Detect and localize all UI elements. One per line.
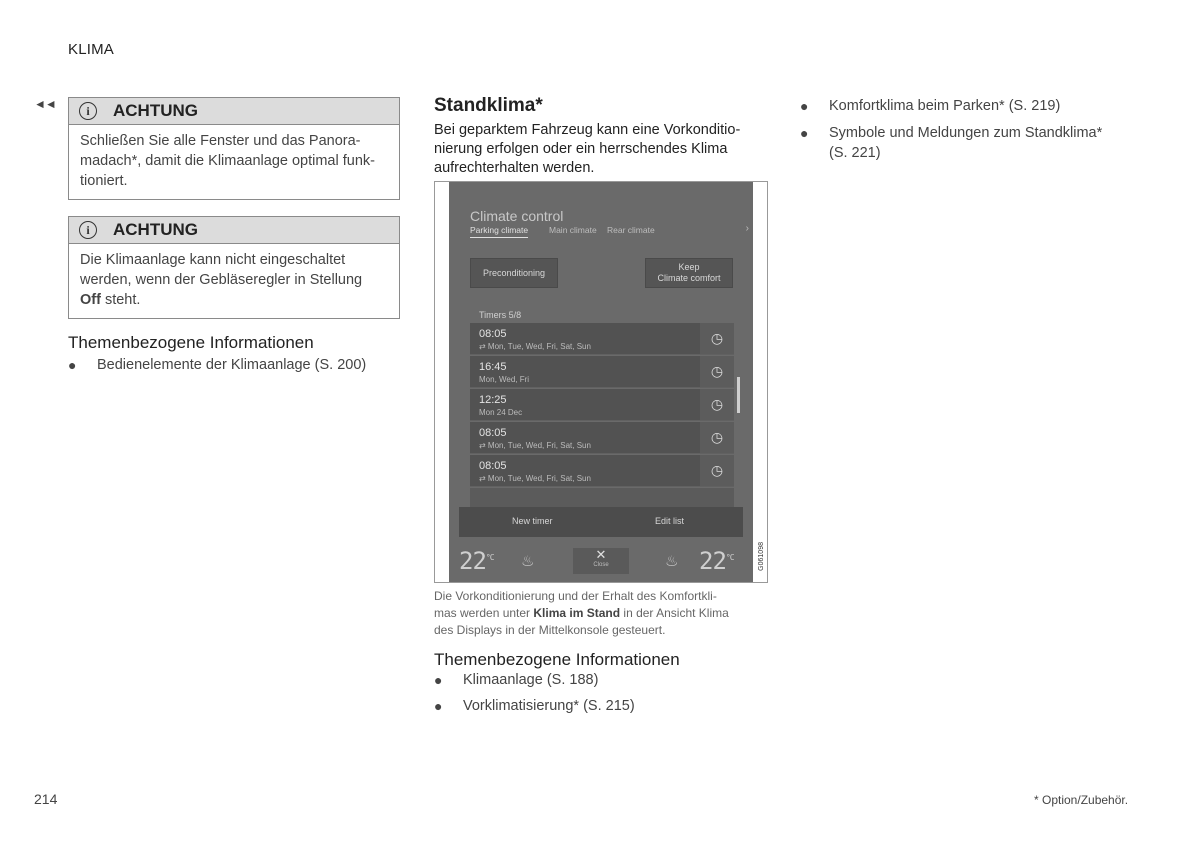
- image-code: G061098: [758, 542, 765, 571]
- bullet-icon: ●: [68, 357, 77, 373]
- temp-unit: °C: [725, 553, 734, 562]
- timer-time: 12:25: [479, 394, 507, 406]
- timer-icon: ◷: [700, 455, 734, 486]
- warning-title: ACHTUNG: [113, 220, 198, 239]
- preconditioning-button: [470, 258, 558, 288]
- figure-caption: [434, 588, 766, 639]
- warning-line: werden, wenn der Gebläseregler in Stellung: [80, 272, 363, 288]
- related-link-text: Symbole und Meldungen zum Standklima*: [829, 125, 1103, 141]
- bullet-icon: ●: [800, 125, 809, 141]
- related-link-item[interactable]: [800, 123, 1130, 163]
- button-label: Climate comfort: [657, 273, 721, 283]
- warning-line: Schließen Sie alle Fenster und das Panora-: [80, 133, 361, 149]
- bullet-icon: ●: [434, 698, 443, 714]
- warning-line: tioniert.: [80, 173, 128, 189]
- related-link-item[interactable]: [800, 96, 1130, 116]
- related-info-heading: Themenbezogene Informationen: [434, 650, 680, 669]
- timers-count: Timers 5/8: [479, 310, 522, 320]
- related-link-text: Vorklimatisierung* (S. 215): [463, 698, 635, 714]
- off-keyword: Off: [80, 292, 101, 308]
- warning-box-fan: [68, 216, 400, 319]
- timer-time: 08:05: [479, 460, 507, 472]
- timer-days: ⇄ Mon, Tue, Wed, Fri, Sat, Sun: [479, 474, 591, 483]
- related-link-item[interactable]: [434, 670, 764, 690]
- related-link-item[interactable]: [434, 696, 764, 716]
- button-label: Keep: [678, 262, 700, 272]
- warning-line-rest: steht.: [100, 292, 141, 308]
- timer-icon: ◷: [700, 389, 734, 420]
- timer-time: 16:45: [479, 361, 507, 373]
- keep-climate-comfort-button: [645, 258, 733, 288]
- button-label: Preconditioning: [482, 267, 546, 278]
- warning-title: ACHTUNG: [113, 101, 198, 120]
- timer-days: ⇄ Mon, Tue, Wed, Fri, Sat, Sun: [479, 342, 591, 351]
- timer-time: 08:05: [479, 427, 507, 439]
- new-timer-button: New timer: [512, 516, 553, 526]
- temp-left: [459, 547, 494, 575]
- related-info-heading: Themenbezogene Informationen: [68, 333, 314, 352]
- related-link-text: Bedienelemente der Klimaanlage (S. 200): [97, 357, 367, 373]
- temp-right: [699, 547, 734, 575]
- close-icon: ✕: [595, 547, 607, 562]
- close-label: Close: [593, 562, 609, 568]
- warning-line: madach*, damit die Klimaanlage optimal funk-: [80, 153, 375, 169]
- bullet-icon: ●: [434, 672, 443, 688]
- bullet-icon: ●: [800, 98, 809, 114]
- section-title: Standklima*: [434, 95, 543, 116]
- tab-parking-climate: Parking climate: [470, 225, 528, 238]
- seat-heat-left-icon: ♨: [521, 553, 535, 570]
- related-link-text: Komfortklima beim Parken* (S. 219): [829, 98, 1061, 114]
- warning-box-windows: [68, 97, 400, 200]
- seat-heat-right-icon: ♨: [665, 553, 679, 570]
- caption-text: in der Ansicht Klima: [620, 606, 729, 620]
- section-header: KLIMA: [68, 41, 115, 58]
- timer-icon: ◷: [700, 422, 734, 453]
- caption-line: Die Vorkonditionierung und der Erhalt des Komfortkli-: [434, 589, 717, 603]
- timer-icon: ◷: [700, 323, 734, 354]
- caption-line: [434, 605, 766, 622]
- related-link-text: Klimaanlage (S. 188): [463, 672, 599, 688]
- close-button: [573, 548, 629, 574]
- intro-line: nierung erfolgen oder ein herrschendes Klima: [434, 141, 728, 157]
- warning-header: [69, 217, 399, 244]
- timer-days: Mon, Wed, Fri: [479, 375, 530, 384]
- warning-text: [69, 125, 399, 199]
- timer-time: 08:05: [479, 328, 507, 340]
- chevron-right-icon: ›: [745, 223, 749, 234]
- timer-row: [470, 455, 734, 487]
- warning-header: [69, 98, 399, 125]
- intro-text: [434, 121, 764, 178]
- intro-line: aufrechterhalten werden.: [434, 160, 595, 176]
- continued-icon: ◄◄: [34, 97, 56, 111]
- related-link-item[interactable]: [68, 355, 398, 375]
- timer-row: [470, 422, 734, 454]
- page-number: 214: [34, 791, 58, 807]
- footnote: * Option/Zubehör.: [1034, 793, 1129, 807]
- screen-title: Climate control: [470, 208, 564, 224]
- info-icon: i: [79, 221, 97, 239]
- warning-line: [80, 290, 388, 310]
- warning-line: Die Klimaanlage kann nicht eingeschaltet: [80, 252, 346, 268]
- scrollbar: [737, 377, 740, 413]
- tab-main-climate: Main climate: [549, 225, 597, 235]
- timer-row: [470, 389, 734, 421]
- warning-text: [69, 244, 399, 318]
- tab-rear-climate: Rear climate: [607, 225, 655, 235]
- temp-unit: °C: [485, 553, 494, 562]
- timer-row: [470, 356, 734, 388]
- edit-list-button: Edit list: [655, 516, 685, 526]
- timer-days: ⇄ Mon, Tue, Wed, Fri, Sat, Sun: [479, 441, 591, 450]
- info-icon: i: [79, 102, 97, 120]
- intro-line: Bei geparktem Fahrzeug kann eine Vorkonditio-: [434, 122, 741, 138]
- related-link-text: (S. 221): [829, 145, 881, 161]
- timer-row: [470, 323, 734, 355]
- center-display: [449, 182, 753, 582]
- caption-bold: Klima im Stand: [533, 606, 621, 620]
- climate-screen-illustration: [434, 181, 768, 583]
- timer-row-partial: [470, 488, 734, 508]
- temp-value: 22: [459, 547, 486, 575]
- timer-days: Mon 24 Dec: [479, 408, 523, 417]
- caption-text: mas werden unter: [434, 606, 534, 620]
- timer-icon: ◷: [700, 356, 734, 387]
- temp-value: 22: [699, 547, 726, 575]
- caption-line: des Displays in der Mittelkonsole gesteuert.: [434, 623, 666, 637]
- timer-actions-bar: [459, 507, 743, 537]
